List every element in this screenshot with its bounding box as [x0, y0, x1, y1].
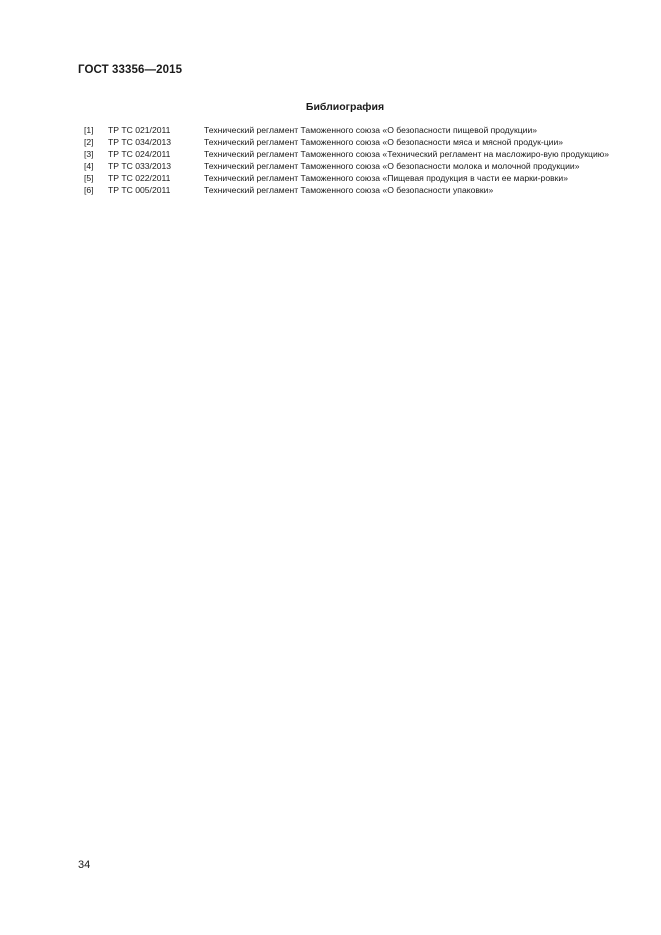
entry-number: [4] — [84, 160, 94, 171]
bibliography-entry — [84, 173, 610, 183]
entry-code: ТР ТС 024/2011 — [108, 148, 171, 159]
entry-code: ТР ТС 021/2011 — [108, 125, 171, 135]
bibliography-entry — [84, 161, 610, 171]
entry-title: Технический регламент Таможенного союза «О безопасности упаковки» — [204, 184, 494, 195]
entry-code: ТР ТС 033/2013 — [108, 160, 172, 171]
bibliography-entry — [84, 149, 610, 159]
bibliography-entry — [84, 125, 610, 135]
bibliography-title: Библиография — [305, 101, 385, 113]
entry-number: [2] — [84, 136, 94, 147]
entry-title: Технический регламент Таможенного союза «Технический регламент на масложиро-вую продукцию» — [204, 148, 609, 159]
entry-number: [1] — [84, 125, 94, 135]
entry-code: ТР ТС 034/2013 — [108, 136, 172, 147]
entry-title: Технический регламент Таможенного союза «О безопасности пищевой продукции» — [204, 125, 538, 135]
standard-designation: ГОСТ 33356—2015 — [78, 64, 183, 76]
entry-title: Технический регламент Таможенного союза «О безопасности мяса и мясной продук-ции» — [204, 136, 564, 147]
bibliography-entry — [84, 137, 610, 147]
page-number: 34 — [78, 859, 91, 871]
bibliography-list — [84, 125, 610, 197]
entry-number: [6] — [84, 184, 94, 195]
entry-title: Технический регламент Таможенного союза «О безопасности молока и молочной продукции» — [204, 160, 580, 171]
bibliography-entry — [84, 185, 610, 195]
entry-code: ТР ТС 022/2011 — [108, 172, 171, 183]
entry-number: [5] — [84, 172, 94, 183]
entry-code: ТР ТС 005/2011 — [108, 184, 171, 195]
entry-title: Технический регламент Таможенного союза «Пищевая продукция в части ее марки-ровки» — [204, 172, 569, 183]
entry-number: [3] — [84, 148, 94, 159]
